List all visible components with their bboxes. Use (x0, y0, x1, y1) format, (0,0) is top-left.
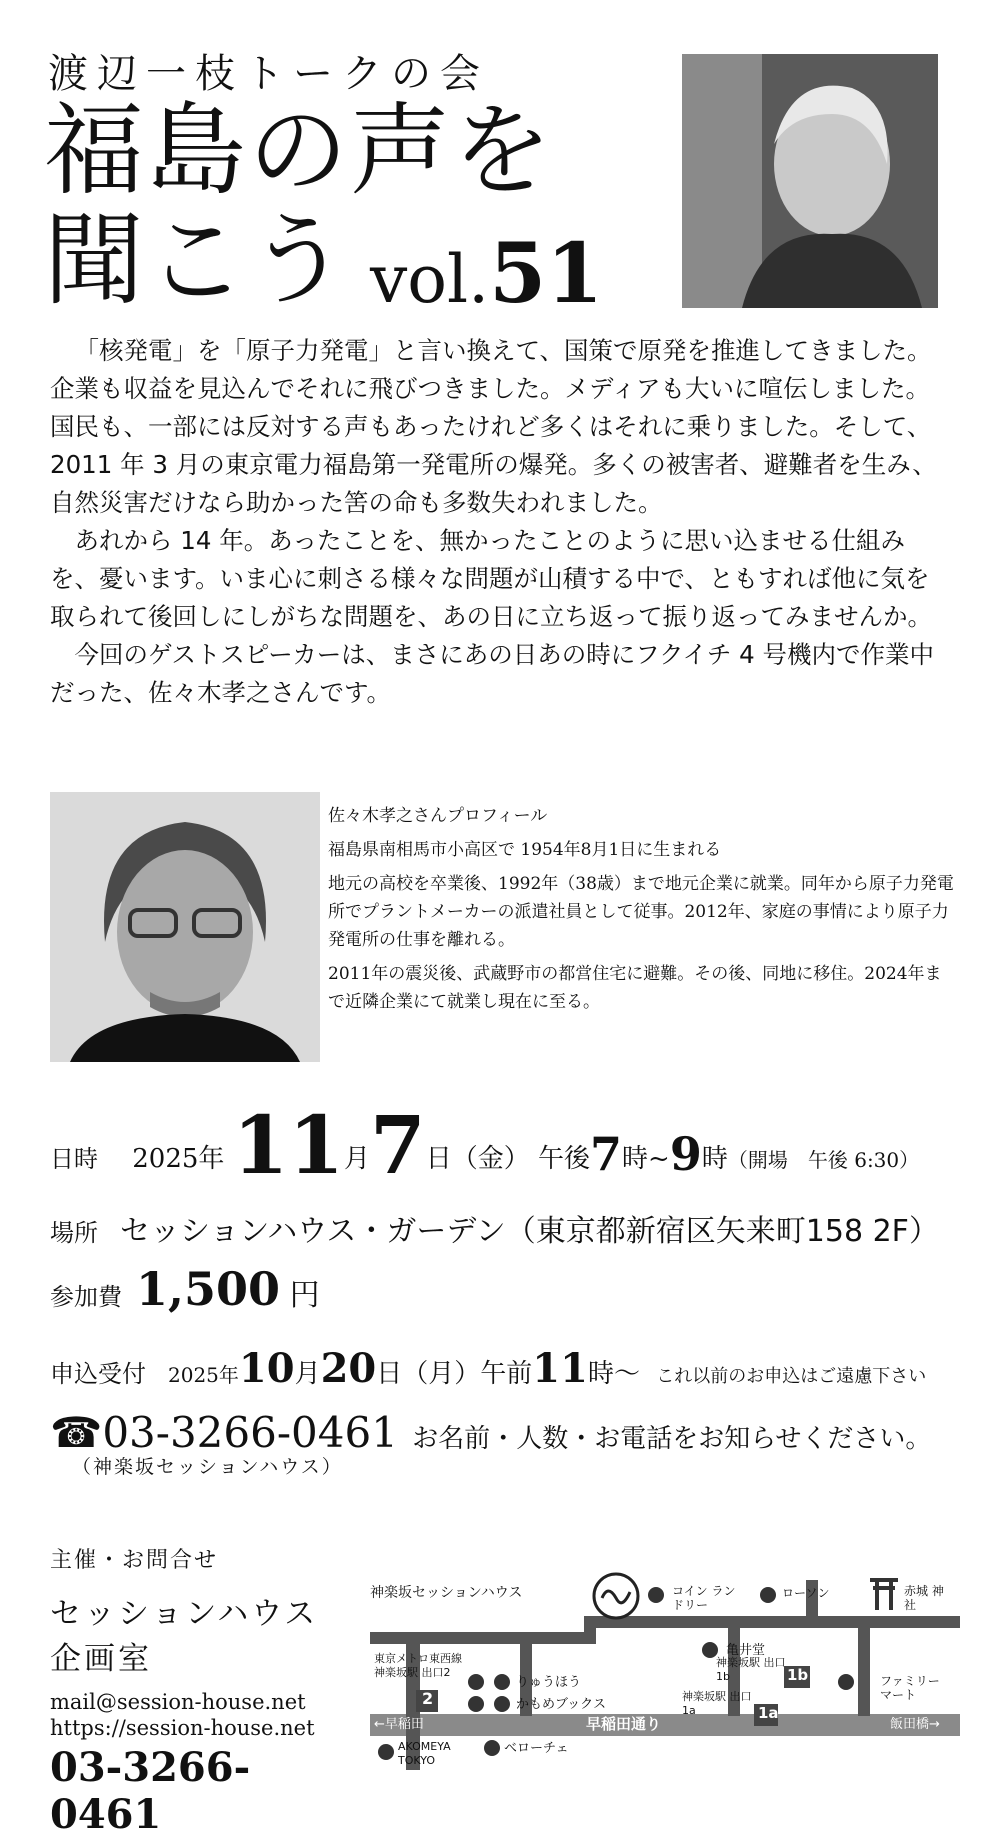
organizer-heading: 主催・お問合せ (50, 1548, 219, 1573)
organizer-website[interactable]: https://session-house.net (50, 1716, 315, 1740)
volume-value: 51 (489, 226, 604, 322)
apply-year: 2025年 (168, 1363, 239, 1387)
organizer-phone[interactable]: 03-3266-0461 (50, 1744, 251, 1838)
map-venue-label: 神楽坂セッションハウス (370, 1585, 523, 1601)
apply-month: 10 (238, 1345, 295, 1392)
intro-paragraph: 「核発電」を「原子力発電」と言い換えて、国策で原発を推進してきました。企業も収益を見込んでそれに飛びつきました。メディアも大いに喧伝しました。国民も、一部には反対する声もあったけれど多くはそれに乗りました。そして、2011 年 3 月の東京電力福島第一発電所の爆発。多くの被害者、避難者を生み、自然災害だけなら助かった筈の命も多数失われました。 (50, 336, 937, 517)
map-exit-2: 2 (422, 1689, 434, 1708)
main-title-line2: 聞こう (44, 202, 350, 319)
date-day-unit: 日（金） (425, 1144, 530, 1174)
time-end-unit: 時 (701, 1144, 728, 1174)
time-end: 9 (669, 1127, 702, 1181)
map-exit-1a: 1a (758, 1704, 779, 1722)
map-akomeya: AKOMEYA TOKYO (398, 1740, 451, 1767)
intro-paragraph: 今回のゲストスピーカーは、まさにあの日あの時にフクイチ 4 号機内で作業中だった、佐々木孝之さんです。 (50, 640, 935, 707)
apply-day-unit: 日（月）午前 (376, 1359, 533, 1389)
time-start-unit: 時~ (622, 1144, 670, 1174)
map-exit-1b-station: 神楽坂駅 出口1b (716, 1656, 786, 1683)
fee-value: 1,500 (136, 1262, 281, 1316)
apply-day: 20 (320, 1345, 377, 1392)
profile-after: 2011年の震災後、武蔵野市の都営住宅に避難。その後、同地に移住。2024年まで近隣企業にて就業し現在に至る。 (328, 964, 942, 1012)
map-kameido: 亀井堂 (726, 1643, 766, 1658)
organizer-email[interactable]: mail@session-house.net (50, 1690, 306, 1714)
guest-photo (50, 792, 320, 1062)
phone-number[interactable]: 03-3266-0461 (102, 1408, 398, 1457)
apply-hour: 11 (532, 1345, 588, 1392)
map-metro-station: 東京メトロ東西線 神楽坂駅 出口2 (374, 1652, 462, 1679)
guest-portrait-icon (50, 792, 320, 1062)
phone-row (50, 1408, 931, 1457)
event-date-row (50, 1098, 919, 1192)
apply-label: 申込受付 (50, 1360, 146, 1388)
intro-text (50, 332, 950, 712)
organizer-block (50, 1543, 350, 1838)
map-akagi-shrine: 赤城 神社 (904, 1584, 944, 1612)
intro-paragraph: あれから 14 年。あったことを、無かったことのように思い込ませる仕組みを、憂います。いま心に刺さる様々な問題が山積する中で、ともすれば他に気を取られて後回しにしがちな問題を、あの日に立ち返って振り返ってみませんか。 (50, 526, 932, 631)
doors-open: （開場 午後 6:30） (727, 1148, 920, 1172)
map-waseda-street: 早稲田通り (586, 1715, 662, 1733)
profile-birth: 福島県南相馬市小高区で 1954年8月1日に生まれる (328, 840, 722, 860)
map-to-waseda: ←早稲田 (374, 1717, 424, 1732)
map-exit-1b: 1b (787, 1666, 809, 1684)
map-lawson: ローソン (782, 1586, 830, 1600)
access-map (370, 1540, 960, 1770)
map-familymart: ファミリー マート (880, 1674, 940, 1702)
organizer-name: セッションハウス (50, 1596, 319, 1632)
host-photo (682, 54, 938, 308)
volume-number (370, 226, 603, 322)
map-to-iidabashi: 飯田橋→ (890, 1717, 940, 1732)
map-kamome-books: かもめブックス (516, 1697, 606, 1712)
event-place-row (50, 1206, 939, 1250)
main-title-line1: 福島の声を (44, 92, 554, 209)
map-coin-laundry: コイン ランドリー (672, 1584, 736, 1612)
event-fee-row (50, 1262, 320, 1316)
place-label: 場所 (50, 1219, 98, 1247)
date-label: 日時 (50, 1145, 98, 1173)
map-exit-1a-station: 神楽坂駅 出口1a (682, 1690, 752, 1717)
fee-label: 参加費 (50, 1283, 122, 1311)
date-year: 2025年 (132, 1144, 225, 1174)
date-month: 11 (232, 1098, 345, 1192)
date-day: 7 (370, 1098, 426, 1192)
apply-hour-unit: 時～ (587, 1359, 640, 1389)
place-value: セッションハウス・ガーデン（東京都新宿区矢来町158 2F） (120, 1214, 939, 1249)
profile-heading: 佐々木孝之さんプロフィール (328, 806, 548, 826)
guest-profile (328, 802, 958, 1016)
phone-note: お名前・人数・お電話をお知らせください。 (412, 1424, 932, 1454)
application-row (50, 1345, 926, 1392)
volume-prefix: vol. (370, 241, 490, 318)
date-month-unit: 月 (344, 1144, 371, 1174)
event-series-title: 渡辺一枝トークの会 (48, 51, 489, 97)
organizer-dept: 企画室 (50, 1641, 152, 1677)
profile-career: 地元の高校を卒業後、1992年（38歳）まで地元企業に就業。同年から原子力発電所でプラントメーカーの派遣社員として従事。2012年、家庭の事情により原子力発電所の仕事を離れる。 (328, 874, 954, 950)
apply-month-unit: 月 (294, 1359, 321, 1389)
time-start: 7 (590, 1127, 623, 1181)
apply-note: これ以前のお申込はご遠慮下さい (656, 1366, 927, 1387)
map-ryuhou: りゅうほう (516, 1675, 582, 1690)
host-portrait-icon (682, 54, 938, 308)
phone-subnote: （神楽坂セッションハウス） (72, 1456, 343, 1478)
map-veloce: ベローチェ (504, 1741, 569, 1756)
time-pm: 午後 (538, 1144, 591, 1174)
phone-icon: ☎ (50, 1408, 103, 1457)
fee-unit: 円 (289, 1278, 320, 1313)
